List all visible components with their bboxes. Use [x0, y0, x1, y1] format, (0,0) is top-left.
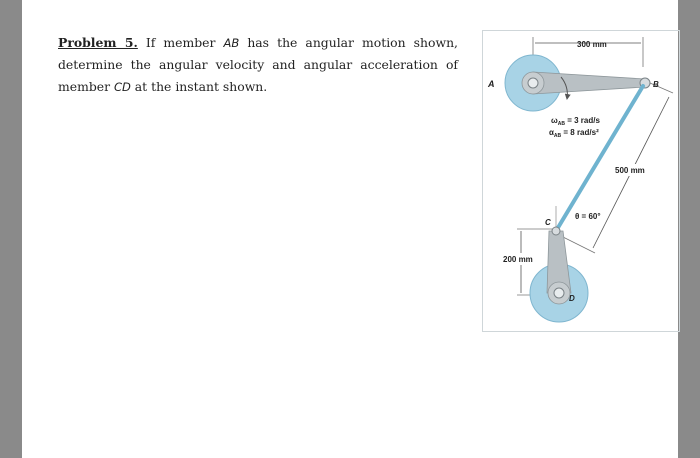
pin-c	[552, 227, 560, 235]
link-ab	[533, 72, 645, 94]
dim-side-label: 500 mm	[615, 166, 645, 175]
problem-text-2: has the angular motion shown, determine the angular velocity and angular acceleration of member	[58, 35, 458, 94]
mechanism-figure	[482, 30, 680, 332]
label-a: A	[488, 79, 495, 89]
alpha-label: $\alpha_{AB} = 8$ rad/s²	[549, 128, 599, 139]
rod-bc	[556, 86, 643, 231]
label-d: D	[569, 294, 575, 303]
problem-text-3: at the instant shown.	[130, 79, 268, 94]
label-b: B	[653, 80, 659, 89]
member-cd: CD	[113, 80, 131, 94]
member-ab: AB	[223, 36, 240, 50]
page	[22, 0, 678, 458]
mechanism-diagram	[483, 31, 679, 331]
omega-label: $\omega_{AB} = 3$ rad/s	[551, 116, 600, 127]
dim-side-tick-bottom	[561, 236, 595, 253]
problem-statement	[58, 32, 458, 98]
theta-label: θ = 60°	[575, 212, 601, 221]
dim-left-label: 200 mm	[503, 255, 533, 264]
label-c: C	[545, 218, 551, 227]
pin-d	[554, 288, 564, 298]
pin-a	[528, 78, 538, 88]
problem-label: Problem 5.	[58, 35, 138, 50]
dim-top-label: 300 mm	[577, 40, 607, 49]
problem-text-1: If member	[137, 35, 224, 50]
